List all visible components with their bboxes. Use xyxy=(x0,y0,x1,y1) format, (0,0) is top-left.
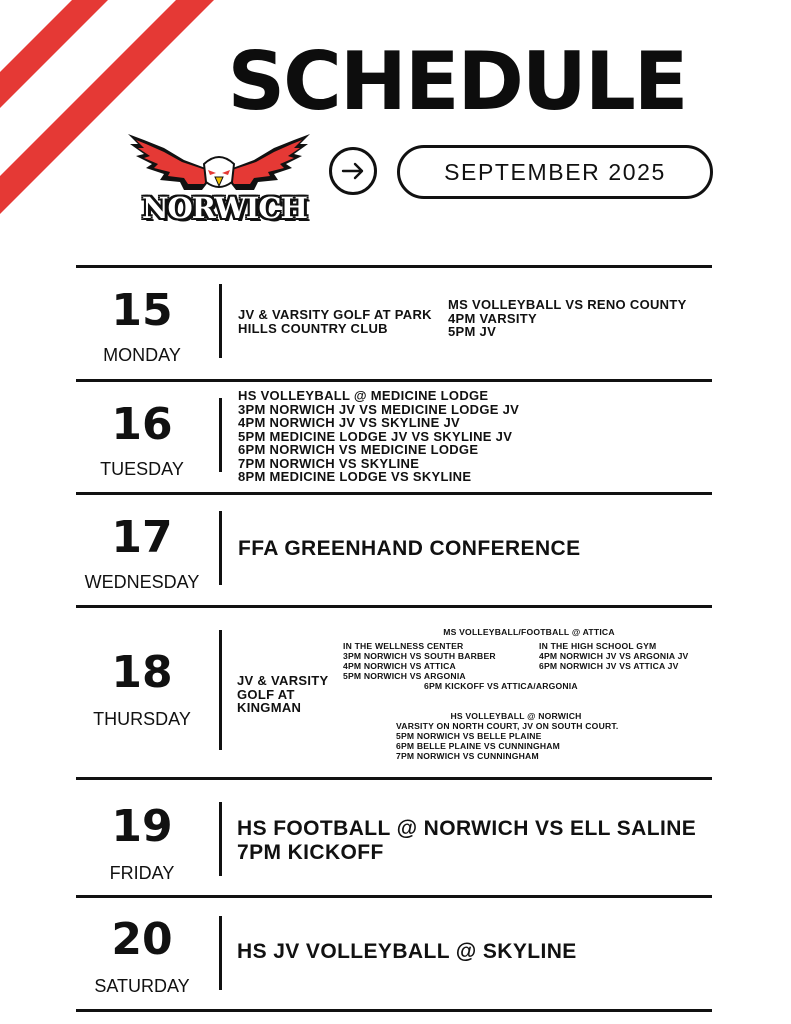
divider xyxy=(76,1009,712,1012)
hs-heading: HS VOLLEYBALL @ NORWICH xyxy=(450,711,582,721)
day-weekday: SATURDAY xyxy=(94,976,190,996)
day-weekday: TUESDAY xyxy=(100,459,184,479)
day-number: 19 xyxy=(111,801,173,852)
month-label: SEPTEMBER 2025 xyxy=(397,145,713,199)
event-jv-volleyball: HS JV VOLLEYBALL @ SKYLINE xyxy=(237,940,577,963)
row-separator xyxy=(219,630,222,750)
event-ffa: FFA GREENHAND CONFERENCE xyxy=(238,537,581,560)
wellness-center-list: IN THE WELLNESS CENTER 3PM NORWICH VS SOUTH BARBER 4PM NORWICH VS ATTICA 5PM NORWICH VS ARGONIA xyxy=(343,641,496,681)
schedule-row-20 xyxy=(76,898,712,1009)
day-weekday: FRIDAY xyxy=(109,863,175,883)
hs-volleyball-list: VARSITY ON NORTH COURT, JV ON SOUTH COURT. 5PM NORWICH VS BELLE PLAINE 6PM BELLE PLAINE VS CUNNINGHAM 7PM NORWICH VS CUNNINGHAM xyxy=(396,721,619,761)
schedule-row-16 xyxy=(76,382,712,492)
ms-heading: MS VOLLEYBALL/FOOTBALL @ ATTICA xyxy=(443,627,615,637)
day-weekday: WEDNESDAY xyxy=(84,572,200,592)
day-number: 16 xyxy=(111,399,173,450)
next-month-button[interactable] xyxy=(329,147,377,195)
day-number: 17 xyxy=(111,512,173,563)
schedule-row-15 xyxy=(76,268,712,379)
day-number: 20 xyxy=(111,914,173,965)
day-number: 18 xyxy=(111,647,173,698)
event-hs-volleyball: HS VOLLEYBALL @ MEDICINE LODGE 3PM NORWICH JV VS MEDICINE LODGE JV 4PM NORWICH JV VS SKYLINE JV 5PM MEDICINE LODGE JV VS SKYLINE JV 6PM NORWICH VS MEDICINE LODGE 7PM NORWICH VS SKYLINE 8PM MEDICINE LODGE VS SKYLINE xyxy=(238,388,520,484)
arrow-right-icon xyxy=(341,159,365,183)
event-ms-volleyball: MS VOLLEYBALL VS RENO COUNTY 4PM VARSITY 5PM JV xyxy=(448,297,687,339)
row-separator xyxy=(219,398,222,472)
event-hs-football: HS FOOTBALL @ NORWICH VS ELL SALINE 7PM KICKOFF xyxy=(237,817,697,864)
schedule-row-18 xyxy=(76,608,712,777)
row-separator xyxy=(219,916,222,990)
row-separator xyxy=(219,802,222,876)
schedule-row-17 xyxy=(76,495,712,605)
high-school-gym-list: IN THE HIGH SCHOOL GYM 4PM NORWICH JV VS ARGONIA JV 6PM NORWICH JV VS ATTICA JV xyxy=(539,641,689,671)
event-golf: JV & VARSITY GOLF AT KINGMAN xyxy=(237,673,329,715)
schedule-row-19 xyxy=(76,780,712,895)
day-weekday: MONDAY xyxy=(103,345,181,365)
football-kickoff: 6PM KICKOFF VS ATTICA/ARGONIA xyxy=(424,681,578,691)
row-separator xyxy=(219,284,222,358)
norwich-eagle-logo xyxy=(124,120,314,228)
day-number: 15 xyxy=(111,285,173,336)
event-golf: JV & VARSITY GOLF AT PARK HILLS COUNTRY CLUB xyxy=(238,307,432,336)
day-weekday: THURSDAY xyxy=(93,709,191,729)
logo-wordmark: NORWICH xyxy=(142,191,307,225)
row-separator xyxy=(219,511,222,585)
page-title: SCHEDULE xyxy=(227,35,687,128)
